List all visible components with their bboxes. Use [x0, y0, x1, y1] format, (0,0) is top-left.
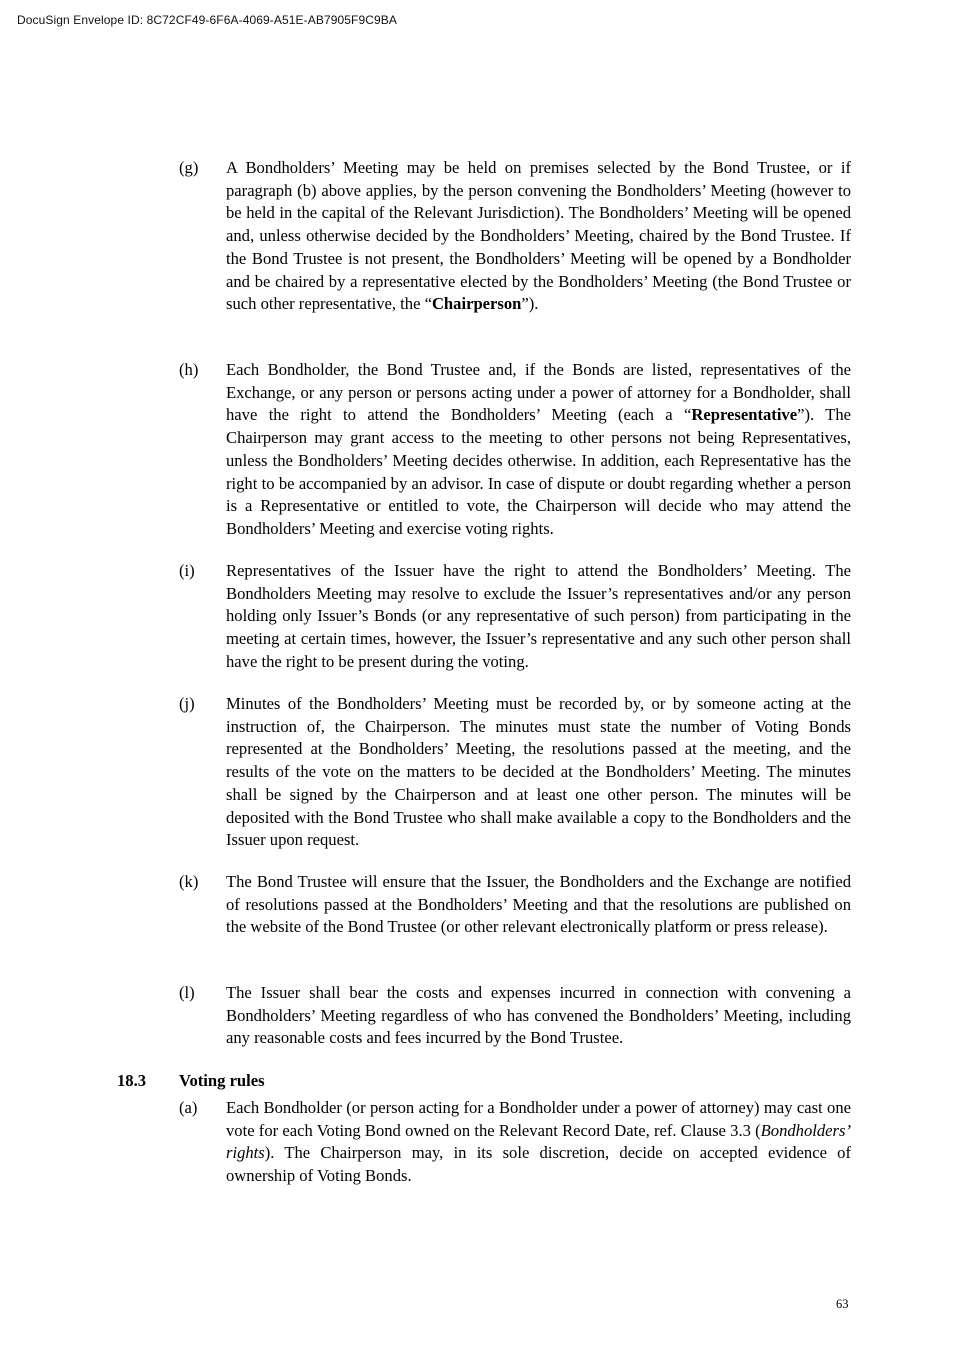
paragraph-g — [179, 157, 851, 316]
paragraph-text: The Issuer shall bear the costs and expenses incurred in connection with convening a Bondholders’ Meeting regardless of who has convened the Bondholders’ Meeting, including any reasonable costs and fees incurred by the Bond Trustee. — [226, 983, 851, 1048]
paragraph-j — [179, 693, 851, 852]
docusign-envelope-id: DocuSign Envelope ID: 8C72CF49-6F6A-4069-A51E-AB7905F9C9BA — [17, 13, 398, 27]
paragraph-i — [179, 560, 851, 674]
paragraph-text: Minutes of the Bondholders’ Meeting must be recorded by, or by someone acting at the instruction of, the Chairperson. The minutes must state the number of Voting Bonds represented at the Bondholders’ Meeting, the resolutions passed at the meeting, and the results of the vote on the matters to be decided at the Bondholders’ Meeting. The minutes shall be signed by the Chairperson and at least one other person. The minutes will be deposited with the Bond Trustee who shall make available a copy to the Bondholders and the Issuer upon request. — [226, 694, 851, 850]
page-number: 63 — [836, 1297, 849, 1311]
paragraph-text: Each Bondholder, the Bond Trustee and, if the Bonds are listed, representatives of the Exchange, or any person or persons acting under a power of attorney for a Bondholder, shall have the right to attend the Bondholders’ Meeting (each a “Representative”). The Chairperson may grant access to the meeting to other persons not being Representatives, unless the Bondholders’ Meeting decides otherwise. In addition, each Representative has the right to be accompanied by an advisor. In case of dispute or doubt regarding whether a person is a Representative or entitled to vote, the Chairperson will decide who may attend the Bondholders’ Meeting and exercise voting rights. — [226, 360, 851, 538]
section-title: Voting rules — [179, 1071, 265, 1090]
defined-term-representative: Representative — [691, 405, 798, 425]
paragraph-text: A Bondholders’ Meeting may be held on premises selected by the Bond Trustee, or if paragraph (b) above applies, by the person convening the Bondholders’ Meeting (however to be held in the capital of the Relevant Jurisdiction). The Bondholders’ Meeting will be opened and, unless otherwise decided by the Bondholders’ Meeting, chaired by the Bond Trustee. If the Bond Trustee is not present, the Bondholders’ Meeting will be opened by a Bondholder and be chaired by a representative elected by the Bondholders’ Meeting (the Bond Trustee or such other representative, the “Chairperson”). — [226, 158, 851, 314]
paragraph-h — [179, 359, 851, 541]
paragraph-label: (h) — [179, 360, 199, 379]
paragraph-label: (l) — [179, 983, 195, 1002]
paragraph-k — [179, 871, 851, 939]
paragraph-18-3-a — [179, 1097, 851, 1188]
paragraph-l — [179, 982, 851, 1050]
defined-term-chairperson: Chairperson — [431, 294, 522, 314]
clause-reference-title: Bondholders’ rights — [226, 1120, 851, 1163]
paragraph-text: The Bond Trustee will ensure that the Issuer, the Bondholders and the Exchange are notified of resolutions passed at the Bondholders’ Meeting and that the resolutions are published on the website of the Bond Trustee (or other relevant electronically platform or press release). — [226, 872, 851, 937]
paragraph-text: Each Bondholder (or person acting for a Bondholder under a power of attorney) may cast one vote for each Voting Bond owned on the Relevant Record Date, ref. Clause 3.3 (Bondholders’ rights). The Chairperson may, in its sole discretion, decide on accepted evidence of ownership of Voting Bonds. — [226, 1098, 851, 1186]
paragraph-label: (i) — [179, 561, 195, 580]
paragraph-label: (k) — [179, 872, 199, 891]
section-number: 18.3 — [117, 1071, 147, 1090]
paragraph-label: (a) — [179, 1098, 198, 1117]
paragraph-label: (j) — [179, 694, 195, 713]
paragraph-text: Representatives of the Issuer have the right to attend the Bondholders’ Meeting. The Bondholders Meeting may resolve to exclude the Issuer’s representatives and/or any person holding only Issuer’s Bonds (or any representative of such person) from participating in the meeting at certain times, however, the Issuer’s representative and any such other person shall have the right to be present during the voting. — [226, 561, 851, 671]
paragraph-label: (g) — [179, 158, 199, 177]
